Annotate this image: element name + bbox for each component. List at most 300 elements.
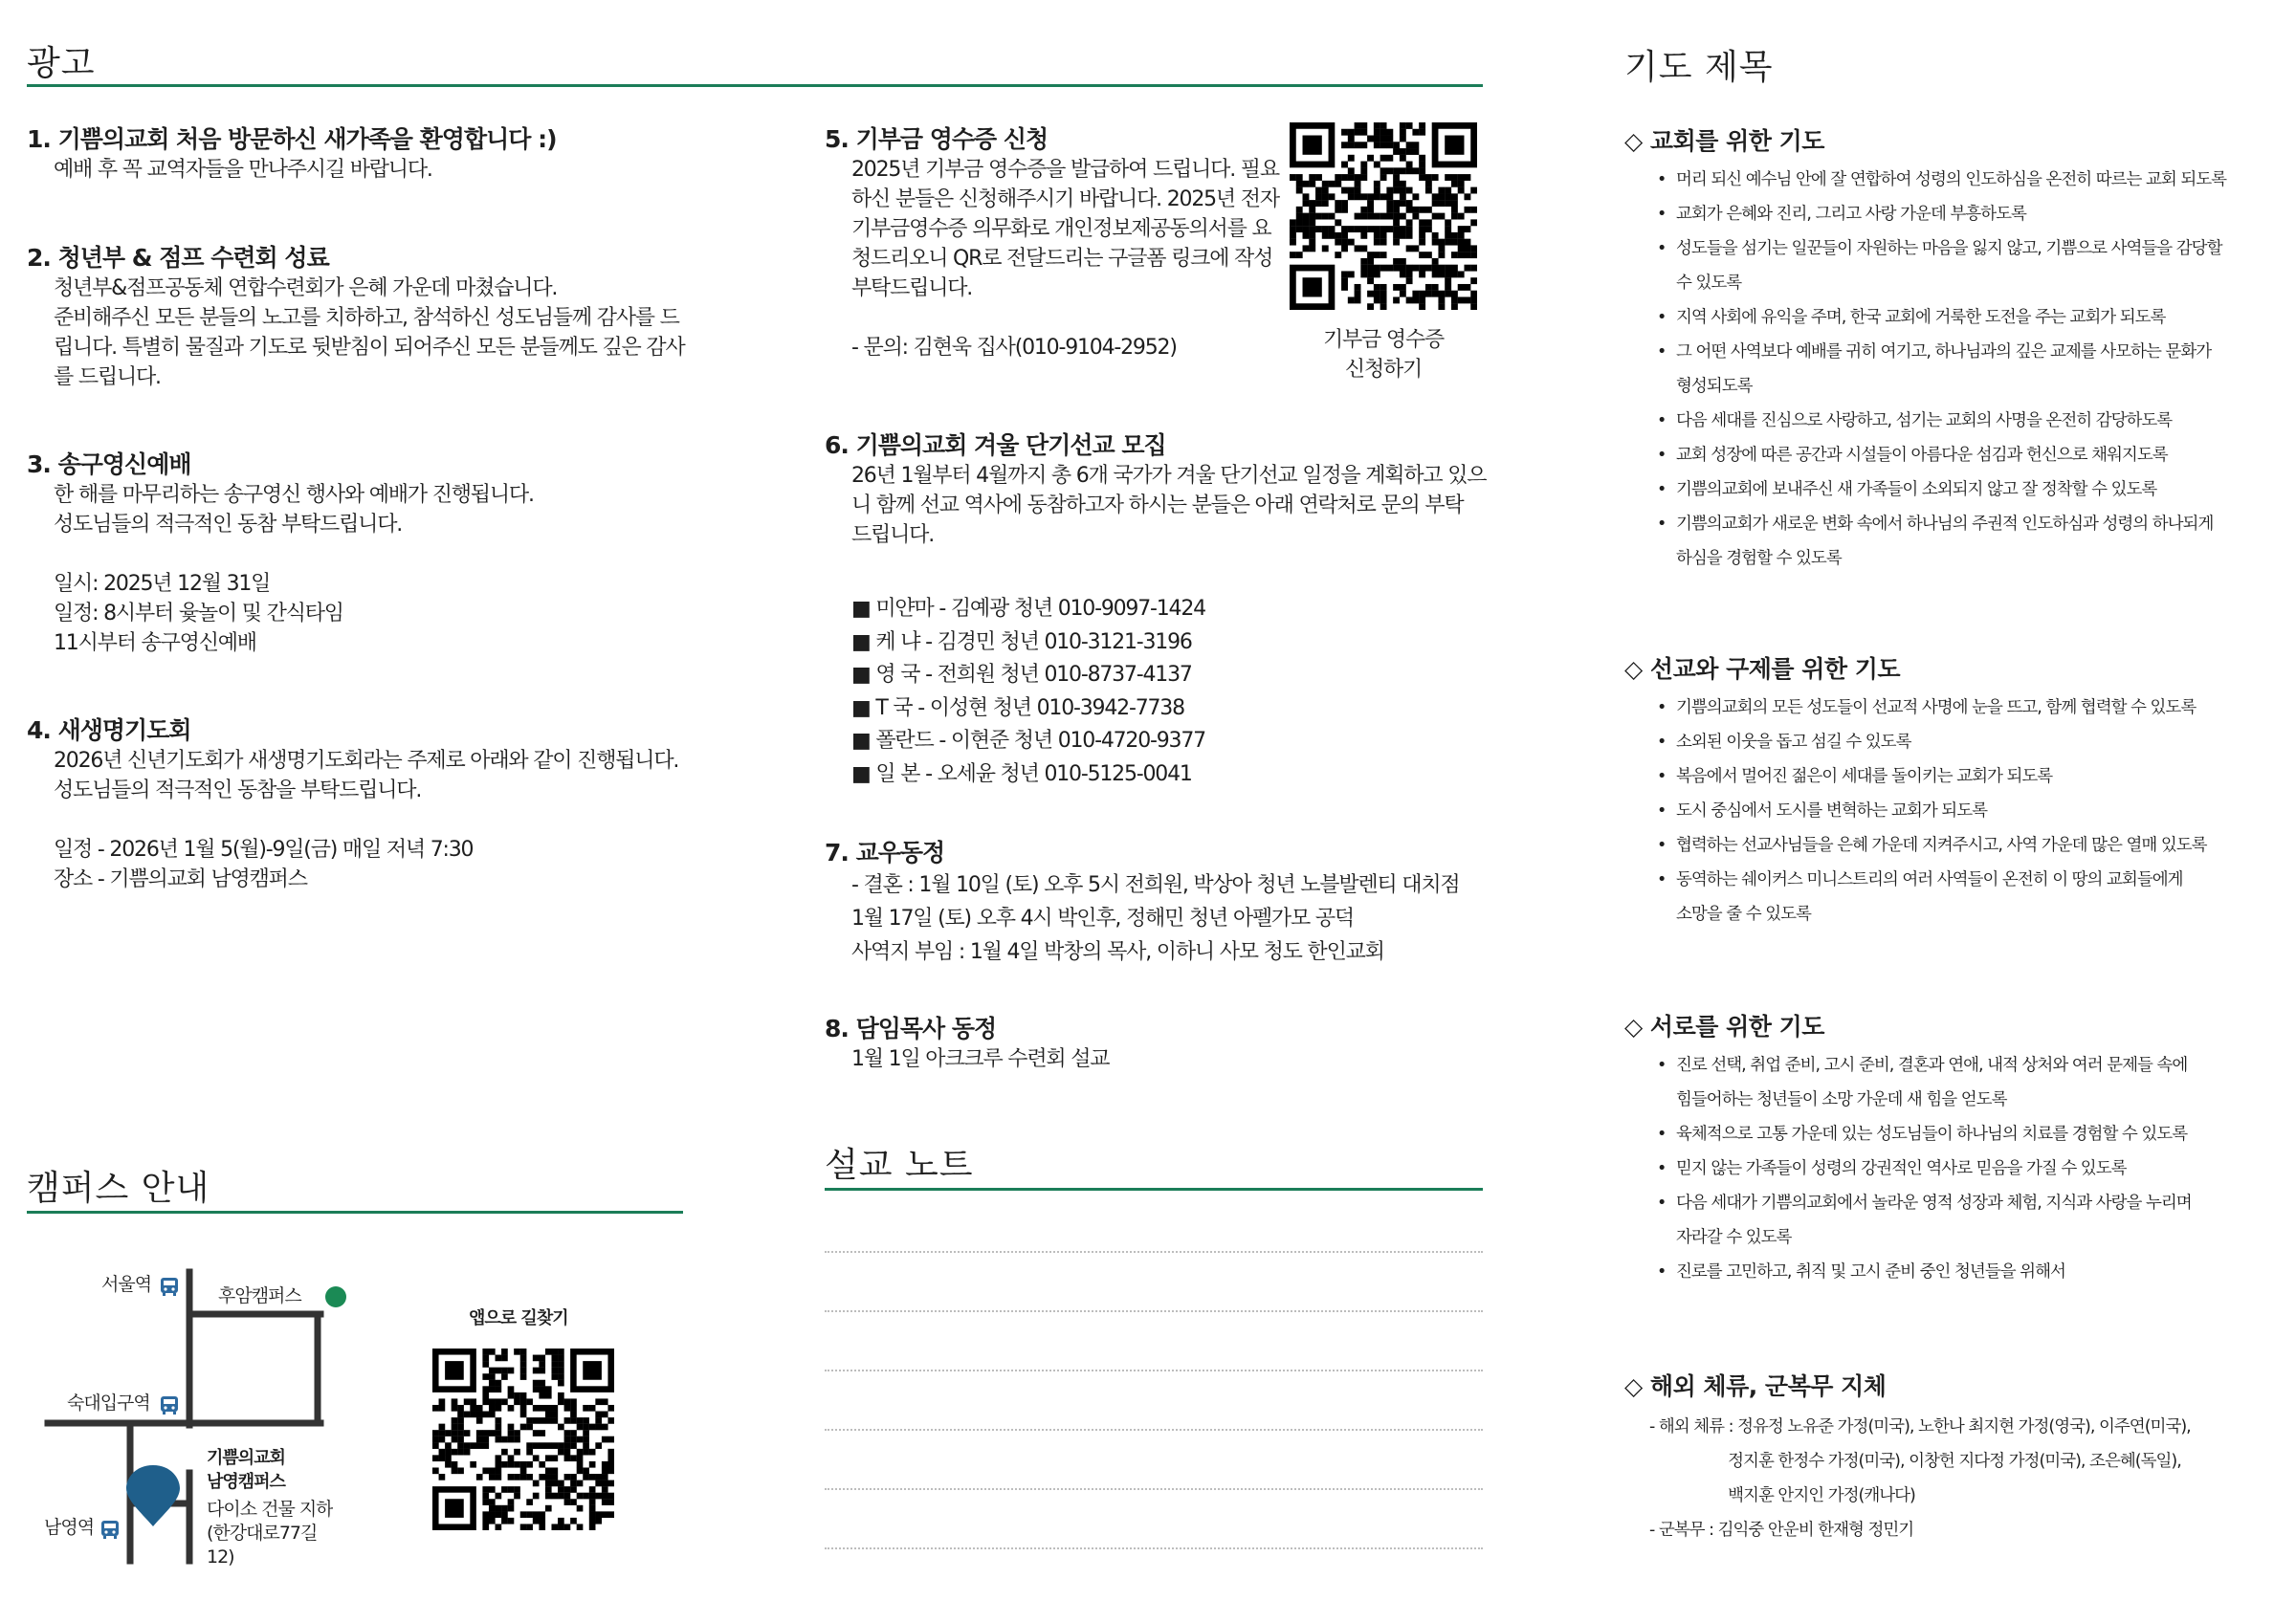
qr-module [1348, 155, 1355, 162]
qr-module [1367, 136, 1374, 143]
qr-module [1458, 232, 1465, 239]
qr-module [482, 1386, 489, 1393]
qr-module [1419, 122, 1425, 129]
ads-title-rule [27, 84, 1483, 87]
qr-module [1341, 284, 1348, 291]
qr-module [1367, 303, 1374, 310]
qr-module [570, 1417, 577, 1424]
qr-module [457, 1442, 464, 1449]
qr-module [1309, 200, 1315, 207]
qr-module [1464, 239, 1470, 246]
qr-module [496, 1455, 502, 1461]
qr-module [583, 1474, 589, 1480]
qr-module [1341, 239, 1348, 246]
qr-module [1374, 291, 1380, 297]
qr-module [1341, 277, 1348, 284]
qr-module [514, 1449, 520, 1456]
ad-item-7-title: 7. 교우동정 [825, 839, 945, 866]
qr-module [1335, 232, 1341, 239]
note-line [825, 1547, 1483, 1549]
qr-module [1406, 245, 1413, 252]
qr-module [1464, 284, 1470, 291]
qr-module [1425, 181, 1432, 187]
qr-module [501, 1449, 508, 1456]
mission-contact-list [851, 593, 1205, 791]
qr-module [526, 1424, 533, 1431]
qr-module [457, 1405, 464, 1412]
qr-module [545, 1442, 552, 1449]
qr-module [551, 1524, 558, 1530]
qr-module [1380, 284, 1387, 291]
qr-module [1400, 271, 1406, 277]
qr-module [1425, 174, 1432, 181]
qr-module [545, 1467, 552, 1474]
qr-module [1367, 291, 1374, 297]
qr-module [1374, 284, 1380, 291]
qr-module [1458, 252, 1465, 258]
qr-module [1412, 213, 1419, 220]
qr-module [1315, 226, 1322, 232]
qr-module [1412, 193, 1419, 200]
qr-module [1406, 148, 1413, 155]
qr-module [508, 1461, 515, 1468]
qr-module [482, 1349, 489, 1355]
qr-module [482, 1398, 489, 1405]
qr-module [1374, 142, 1380, 148]
qr-module [476, 1417, 483, 1424]
ad-item-3-title: 3. 송구영신예배 [27, 450, 191, 478]
qr-module [1406, 219, 1413, 226]
qr-module [496, 1524, 502, 1530]
qr-module [1386, 129, 1393, 136]
qr-module [496, 1493, 502, 1500]
qr-module [602, 1461, 608, 1468]
qr-module [1355, 226, 1361, 232]
prayer-item: • 진로 선택, 취업 준비, 고시 준비, 결혼과 연애, 내적 상처와 여러 문제들 속에 힘들어하는 청년들이 소망 가운데 새 힘을 얻도록 [1653, 1048, 2265, 1117]
qr-module [1309, 226, 1315, 232]
qr-module [457, 1449, 464, 1456]
ad-item-6-body: 26년 1월부터 4월까지 총 6개 국가가 겨울 단기선교 일정을 계획하고 있으 니 함께 선교 역사에 동참하고자 하시는 분들은 아래 연락처로 문의 부탁 드립니다. [851, 464, 1487, 547]
qr-module [432, 1467, 439, 1474]
qr-module [589, 1499, 596, 1505]
qr-module [1374, 265, 1380, 272]
qr-module [1329, 193, 1336, 200]
qr-module [489, 1511, 496, 1518]
qr-module [432, 1455, 439, 1461]
qr-module [1360, 122, 1367, 129]
qr-module [1315, 200, 1322, 207]
qr-module [589, 1493, 596, 1500]
prayer-group-mission-heading: ◇ 선교와 구제를 위한 기도 [1624, 655, 1901, 683]
qr-module [1445, 219, 1451, 226]
qr-module [1322, 193, 1329, 200]
qr-module [1315, 193, 1322, 200]
qr-module [1393, 167, 1400, 174]
prayer-item: • 지역 사회에 유익을 주며, 한국 교회에 거룩한 도전을 주는 교회가 되도록 [1653, 300, 2265, 335]
qr-module [489, 1430, 496, 1437]
qr-module [1393, 258, 1400, 265]
qr-module [496, 1474, 502, 1480]
qr-module [482, 1430, 489, 1437]
qr-module [1296, 219, 1303, 226]
qr-module [1386, 207, 1393, 213]
qr-module [482, 1355, 489, 1362]
bus-icon [99, 1519, 121, 1540]
qr-module [589, 1461, 596, 1468]
qr-module [1458, 271, 1465, 277]
qr-module [1296, 252, 1303, 258]
qr-module [1322, 226, 1329, 232]
qr-module [501, 1505, 508, 1512]
qr-module [496, 1355, 502, 1362]
qr-module [1367, 277, 1374, 284]
qr-module [558, 1355, 564, 1362]
qr-module [1303, 213, 1310, 220]
qr-module [1380, 155, 1387, 162]
qr-module [545, 1417, 552, 1424]
qr-module [602, 1493, 608, 1500]
qr-module [1355, 187, 1361, 194]
prayer-item: • 교회 성장에 따른 공간과 시설들이 아름다운 섬김과 헌신으로 채워지도록 [1653, 438, 2265, 472]
qr-module [564, 1455, 571, 1461]
qr-module [539, 1474, 545, 1480]
ad-item-4-body: 2026년 신년기도회가 새생명기도회라는 주제로 아래와 같이 진행됩니다. 성도님들의 적극적인 동참을 부탁드립니다. 일정 - 2026년 1월 5(월)-9일(금) 매일 저녁 7:30 장소 - 기쁨의교회 남영캠퍼스 [54, 749, 679, 891]
qr-module [1419, 303, 1425, 310]
qr-module [1406, 271, 1413, 277]
qr-module [545, 1393, 552, 1399]
qr-module [551, 1373, 558, 1380]
qr-module [1380, 136, 1387, 143]
qr-module [564, 1493, 571, 1500]
qr-module [482, 1511, 489, 1518]
ad-item-8-body: 1월 1일 아크크루 수련회 설교 [851, 1047, 1110, 1071]
qr-module [501, 1518, 508, 1524]
qr-module [1400, 122, 1406, 129]
qr-module [1438, 187, 1445, 194]
qr-module [1380, 174, 1387, 181]
qr-module [1406, 207, 1413, 213]
prayer-group-each-other-heading: ◇ 서로를 위한 기도 [1624, 1013, 1824, 1041]
qr-module [1464, 226, 1470, 232]
qr-module [1400, 291, 1406, 297]
qr-module [607, 1499, 614, 1505]
qr-module [452, 1430, 458, 1437]
ad-item-3-body: 한 해를 마무리하는 송구영신 행사와 예배가 진행됩니다. 성도님들의 적극적인 동참 부탁드립니다. 일시: 2025년 12월 31일 일정: 8시부터 윷놀이 및 간식타임 11시부터 송구영신예배 [54, 483, 534, 655]
prayer-item: • 기쁨의교회가 새로운 변화 속에서 하나님의 주권적 인도하심과 성령의 하나되게 하심을 경험할 수 있도록 [1653, 507, 2265, 576]
qr-module [496, 1437, 502, 1443]
qr-module [1432, 291, 1439, 297]
qr-module [1374, 296, 1380, 303]
qr-module [1296, 213, 1303, 220]
qr-module [439, 1455, 446, 1461]
qr-module [545, 1455, 552, 1461]
qr-module [1412, 148, 1419, 155]
qr-module [489, 1499, 496, 1505]
qr-module [1386, 142, 1393, 148]
qr-module [583, 1437, 589, 1443]
qr-module [1386, 136, 1393, 143]
qr-module [1393, 219, 1400, 226]
qr-module [551, 1493, 558, 1500]
qr-module [1290, 239, 1296, 246]
mission-contact: ■ 케 냐 - 김경민 청년 010-3121-3196 [851, 629, 1192, 654]
qr-module [489, 1474, 496, 1480]
qr-module [1296, 207, 1303, 213]
qr-module [445, 1449, 452, 1456]
qr-module [501, 1437, 508, 1443]
qr-module [1400, 181, 1406, 187]
qr-module [539, 1430, 545, 1437]
qr-module [1419, 265, 1425, 272]
qr-module [564, 1474, 571, 1480]
qr-module [1360, 207, 1367, 213]
qr-module [607, 1461, 614, 1468]
ad-item-8-title: 8. 담임목사 동정 [825, 1015, 997, 1042]
qr-module [470, 1405, 476, 1412]
qr-module [464, 1398, 471, 1405]
prayer-item: • 다음 세대가 기쁨의교회에서 놀라운 영적 성장과 체험, 지식과 사랑을 누리며 자라갈 수 있도록 [1653, 1186, 2265, 1255]
qr-module [1303, 200, 1310, 207]
qr-module [602, 1467, 608, 1474]
qr-module [595, 1424, 602, 1431]
donation-qr-code[interactable] [1290, 122, 1477, 310]
qr-module [470, 1442, 476, 1449]
ad-item-1-body: 예배 후 꼭 교역자들을 만나주시길 바랍니다. [54, 158, 432, 182]
qr-module [452, 1437, 458, 1443]
qr-module [1406, 296, 1413, 303]
qr-module [545, 1405, 552, 1412]
qr-module [1360, 258, 1367, 265]
ad-item-4-title: 4. 새생명기도회 [27, 716, 191, 744]
qr-module [501, 1368, 508, 1374]
qr-module [489, 1412, 496, 1418]
qr-module [539, 1417, 545, 1424]
qr-module [595, 1398, 602, 1405]
qr-module [577, 1449, 584, 1456]
qr-module [1419, 232, 1425, 239]
qr-module [501, 1355, 508, 1362]
qr-module [501, 1486, 508, 1493]
qr-module [1380, 213, 1387, 220]
qr-module [476, 1437, 483, 1443]
qr-module [452, 1398, 458, 1405]
qr-module [602, 1486, 608, 1493]
qr-module [1406, 200, 1413, 207]
qr-module [1374, 232, 1380, 239]
qr-module [1380, 167, 1387, 174]
qr-module [445, 1442, 452, 1449]
qr-module [470, 1398, 476, 1405]
qr-module [1309, 213, 1315, 220]
qr-module [482, 1412, 489, 1418]
qr-module [564, 1437, 571, 1443]
qr-module [1412, 142, 1419, 148]
qr-module [1393, 265, 1400, 272]
qr-module [1374, 226, 1380, 232]
qr-module [496, 1398, 502, 1405]
qr-module [564, 1524, 571, 1530]
qr-module [1470, 207, 1477, 213]
qr-module [1367, 193, 1374, 200]
qr-module [1341, 232, 1348, 239]
qr-module [1393, 174, 1400, 181]
qr-module [439, 1430, 446, 1437]
qr-module [1425, 207, 1432, 213]
qr-module [457, 1424, 464, 1431]
qr-module [489, 1380, 496, 1387]
qr-module [470, 1412, 476, 1418]
qr-module [577, 1467, 584, 1474]
qr-module [1303, 245, 1310, 252]
qr-module [457, 1467, 464, 1474]
qr-module [1393, 181, 1400, 187]
qr-module [1386, 187, 1393, 194]
qr-module [1451, 271, 1458, 277]
qr-module [1451, 193, 1458, 200]
qr-module [577, 1480, 584, 1487]
qr-module [607, 1455, 614, 1461]
qr-module [1419, 239, 1425, 246]
qr-module [1393, 232, 1400, 239]
bus-icon [159, 1394, 180, 1415]
qr-module [508, 1430, 515, 1437]
qr-module [607, 1493, 614, 1500]
huam-campus-marker [325, 1286, 346, 1307]
qr-module [602, 1437, 608, 1443]
qr-module [1341, 129, 1348, 136]
qr-module [583, 1449, 589, 1456]
qr-module [558, 1368, 564, 1374]
qr-module [1290, 219, 1296, 226]
qr-module [520, 1373, 527, 1380]
qr-module [482, 1524, 489, 1530]
qr-module [1374, 136, 1380, 143]
donation-qr-caption: 기부금 영수증 신청하기 [1322, 328, 1445, 382]
qr-module [545, 1412, 552, 1418]
qr-module [570, 1442, 577, 1449]
qr-module [1419, 155, 1425, 162]
qr-module [1355, 129, 1361, 136]
qr-module [1380, 303, 1387, 310]
qr-module [570, 1474, 577, 1480]
qr-module [432, 1437, 439, 1443]
qr-module [1374, 213, 1380, 220]
qr-module [564, 1430, 571, 1437]
qr-module [570, 1437, 577, 1443]
qr-module [1303, 226, 1310, 232]
qr-module [1438, 271, 1445, 277]
qr-module [545, 1474, 552, 1480]
qr-module [452, 1417, 458, 1424]
qr-module [1315, 213, 1322, 220]
qr-module [1432, 193, 1439, 200]
qr-module [1425, 284, 1432, 291]
qr-module [1380, 291, 1387, 297]
qr-module [520, 1349, 527, 1355]
prayer-title: 기도 제목 [1624, 48, 1774, 87]
qr-module [1335, 239, 1341, 246]
qr-module [1355, 296, 1361, 303]
qr-module [1406, 187, 1413, 194]
note-line [825, 1310, 1483, 1312]
station-namyoung: 남영역 [44, 1517, 95, 1538]
qr-module [489, 1486, 496, 1493]
qr-module [589, 1474, 596, 1480]
prayer-group-church-list [1653, 163, 2265, 576]
qr-module [1470, 303, 1477, 310]
qr-module [1341, 271, 1348, 277]
qr-module [496, 1461, 502, 1468]
qr-module [570, 1480, 577, 1487]
qr-module [1406, 142, 1413, 148]
qr-module [1335, 252, 1341, 258]
qr-module [564, 1499, 571, 1505]
qr-module [1360, 271, 1367, 277]
qr-module [482, 1373, 489, 1380]
qr-module [1400, 193, 1406, 200]
qr-module [1393, 207, 1400, 213]
qr-module [1419, 219, 1425, 226]
qr-module [1309, 207, 1315, 213]
qr-module [589, 1424, 596, 1431]
qr-module [452, 1461, 458, 1468]
qr-module [1406, 167, 1413, 174]
qr-module [577, 1437, 584, 1443]
qr-module [508, 1499, 515, 1505]
prayer-item: • 기쁨의교회의 모든 성도들이 선교적 사명에 눈을 뜨고, 함께 협력할 수 있도록 [1653, 691, 2265, 725]
qr-module [508, 1437, 515, 1443]
prayer-group-mission-list [1653, 691, 2265, 932]
qr-module [570, 1412, 577, 1418]
qr-module [452, 1424, 458, 1431]
qr-module [520, 1361, 527, 1368]
qr-module [1406, 265, 1413, 272]
qr-module [508, 1455, 515, 1461]
qr-module [602, 1424, 608, 1431]
app-directions-qr-code[interactable] [432, 1349, 614, 1530]
qr-module [520, 1511, 527, 1518]
qr-module [1341, 142, 1348, 148]
qr-module [514, 1461, 520, 1468]
qr-module [508, 1424, 515, 1431]
qr-module [1322, 245, 1329, 252]
ad-item-6-title: 6. 기쁨의교회 겨울 단기선교 모집 [825, 431, 1166, 459]
qr-module [1309, 219, 1315, 226]
qr-module [589, 1511, 596, 1518]
qr-module [1419, 129, 1425, 136]
qr-module [1393, 296, 1400, 303]
sermon-note-title: 설교 노트 [825, 1146, 974, 1185]
qr-module [1341, 200, 1348, 207]
qr-module [1445, 284, 1451, 291]
qr-module [514, 1437, 520, 1443]
qr-module [1445, 239, 1451, 246]
qr-module [514, 1430, 520, 1437]
prayer-item: • 교회가 은혜와 진리, 그리고 사랑 가운데 부흥하도록 [1653, 197, 2265, 231]
qr-module [520, 1467, 527, 1474]
qr-module [1315, 174, 1322, 181]
qr-module [489, 1349, 496, 1355]
qr-module [1470, 219, 1477, 226]
qr-module [595, 1518, 602, 1524]
qr-module [1309, 181, 1315, 187]
qr-module [476, 1442, 483, 1449]
qr-module [1355, 142, 1361, 148]
qr-module [564, 1442, 571, 1449]
qr-module [457, 1417, 464, 1424]
qr-module [1335, 200, 1341, 207]
qr-module [539, 1461, 545, 1468]
